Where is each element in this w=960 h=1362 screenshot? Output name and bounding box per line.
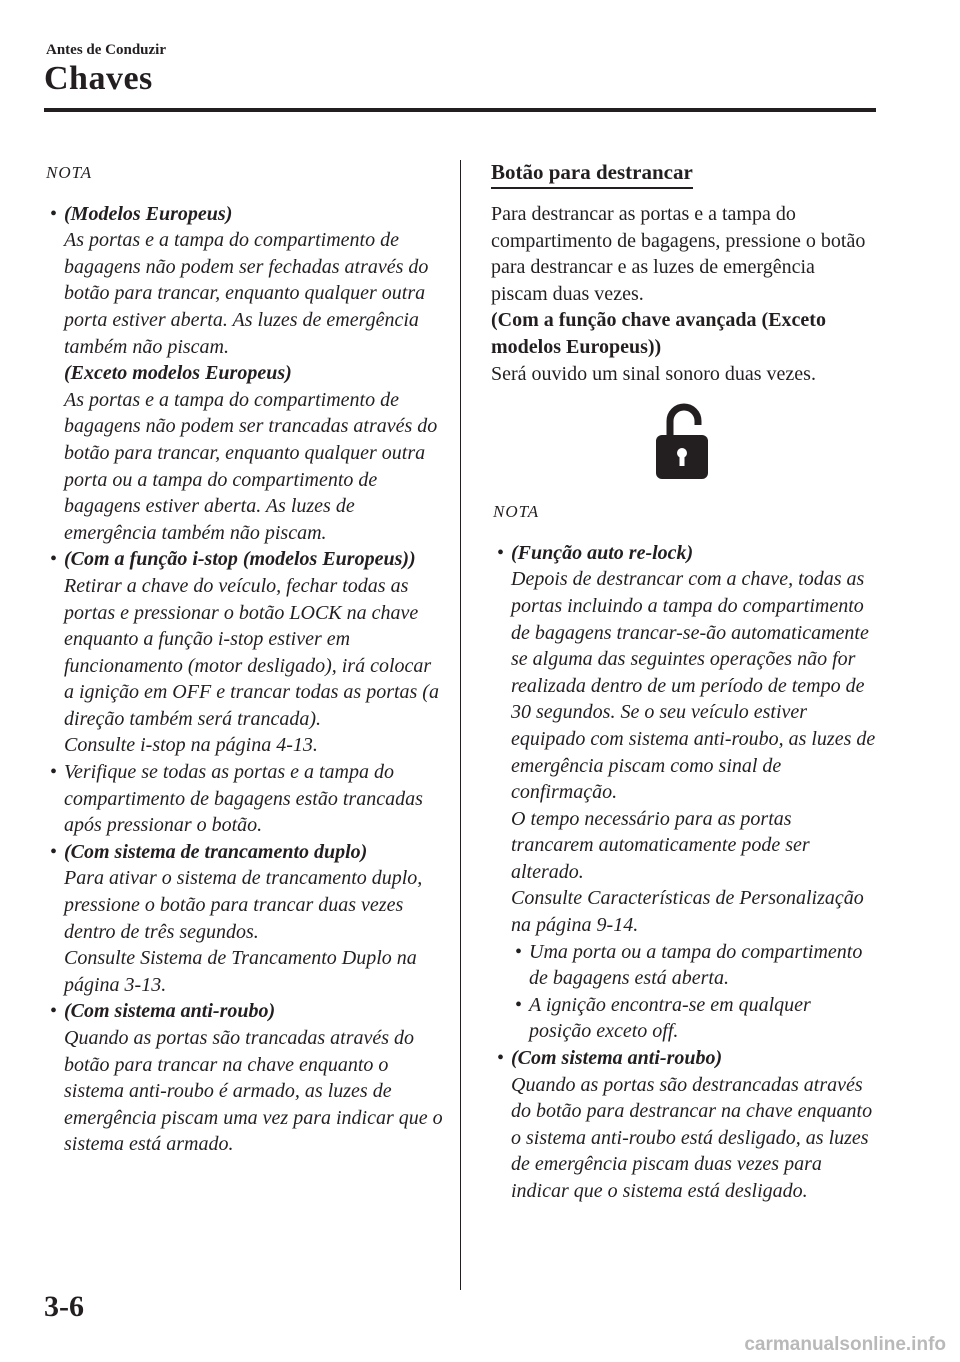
note-item-text: Verifique se todas as portas e a tampa do compartimento de bagagens estão trancadas após pressionar o botão. [64, 761, 423, 837]
note-item-text: As portas e a tampa do compartimento de bagagens não podem ser trancadas através do botão para trancar, enquanto qualquer outra porta ou a tampa do compartimento de bagagens estiver aberta. As luzes de emergência também não piscam. [64, 388, 438, 544]
section-heading: Botão para destrancar [491, 160, 693, 189]
column-divider [460, 160, 461, 1290]
note-item [44, 759, 444, 839]
unlock-icon [656, 401, 712, 481]
page-reference: Consulte Características de Personalização na página 9-14. [511, 887, 864, 937]
note-item-text: O tempo necessário para as portas trancarem automaticamente pode ser alterado. [511, 807, 810, 883]
note-item-heading: (Modelos Europeus) [64, 202, 233, 225]
page-reference: Consulte i-stop na página 4-13. [64, 734, 318, 757]
note-item-text: Depois de destrancar com a chave, todas as portas incluindo a tampa do compartimento de bagagens trancar-se-ão automaticamente se alguma das seguintes operações não for realizada dentro de um período de tempo de 30 segundos. Se o seu veículo estiver equipado com sistema anti-roubo, as luzes de emergência piscam como sinal de confirmação. [511, 568, 876, 804]
note-item-heading: (Com sistema anti-roubo) [511, 1047, 723, 1070]
body-text: Será ouvido um sinal sonoro duas vezes. [491, 362, 816, 385]
note-item-heading: (Com a função i-stop (modelos Europeus)) [64, 548, 416, 571]
right-note [491, 499, 876, 1204]
bullet-icon: • [50, 840, 58, 863]
bullet-icon: • [50, 548, 58, 571]
bullet-icon: • [497, 541, 505, 564]
bullet-icon: • [50, 202, 58, 225]
body-subheading: (Com a função chave avançada (Exceto modelos Europeus)) [491, 309, 826, 358]
note-item [44, 201, 444, 547]
note-item [491, 540, 876, 1045]
body-text: Para destrancar as portas e a tampa do compartimento de bagagens, pressione o botão para destrancar e as luzes de emergência piscam duas vezes. [491, 203, 866, 305]
note-item-text: Para ativar o sistema de trancamento duplo, pressione o botão para trancar duas vezes dentro de três segundos. [64, 867, 423, 943]
note-item [44, 546, 444, 759]
sub-list-item [511, 992, 876, 1045]
bullet-icon: • [515, 940, 523, 963]
note-item-text: Retirar a chave do veículo, fechar todas as portas e pressionar o botão LOCK na chave enquanto a função i-stop estiver em funcionamento (motor desligado), irá colocar a ignição em OFF e trancar todas as portas (a direção também será trancada). [64, 574, 439, 730]
note-item-text: Quando as portas são destrancadas através do botão para destrancar na chave enquanto o sistema anti-roubo está desligado, as luzes de emergência piscam duas vezes para indicar que o sistema está desligado. [511, 1073, 873, 1202]
note-label: NOTA [46, 163, 93, 182]
note-item-text: Quando as portas são trancadas através do botão para trancar na chave enquanto o sistema anti-roubo é armado, as luzes de emergência piscam uma vez para indicar que o sistema está armado. [64, 1027, 443, 1156]
note-item-text: As portas e a tampa do compartimento de bagagens não podem ser fechadas através do botão para trancar, enquanto qualquer outra porta estiver aberta. As luzes de emergência também não piscam. [64, 229, 429, 358]
note-item [491, 1045, 876, 1205]
page-title: Chaves [44, 60, 153, 97]
bullet-icon: • [50, 1000, 58, 1023]
note-item-heading: (Com sistema de trancamento duplo) [64, 840, 368, 863]
bullet-icon: • [515, 993, 523, 1016]
bullet-icon: • [497, 1047, 505, 1070]
page-reference: Consulte Sistema de Trancamento Duplo na página 3-13. [64, 947, 417, 996]
note-item-heading: (Exceto modelos Europeus) [64, 362, 292, 385]
right-column [491, 160, 876, 1205]
note-item [44, 839, 444, 999]
left-column [44, 160, 444, 1158]
note-item-heading: (Função auto re-lock) [511, 541, 694, 564]
note-item [44, 998, 444, 1158]
note-item-heading: (Com sistema anti-roubo) [64, 1000, 276, 1023]
sub-list-item [511, 939, 876, 992]
note-label: NOTA [493, 502, 540, 522]
sub-list-text: A ignição encontra-se em qualquer posição exceto off. [529, 993, 811, 1043]
header-rule [44, 108, 876, 112]
bullet-icon: • [50, 761, 58, 784]
page-number: 3-6 [44, 1290, 84, 1323]
sub-list-text: Uma porta ou a tampa do compartimento de bagagens está aberta. [529, 940, 863, 990]
sub-list [511, 939, 876, 1045]
section-label: Antes de Conduzir [46, 42, 167, 58]
watermark: carmanualsonline.info [744, 1334, 946, 1355]
